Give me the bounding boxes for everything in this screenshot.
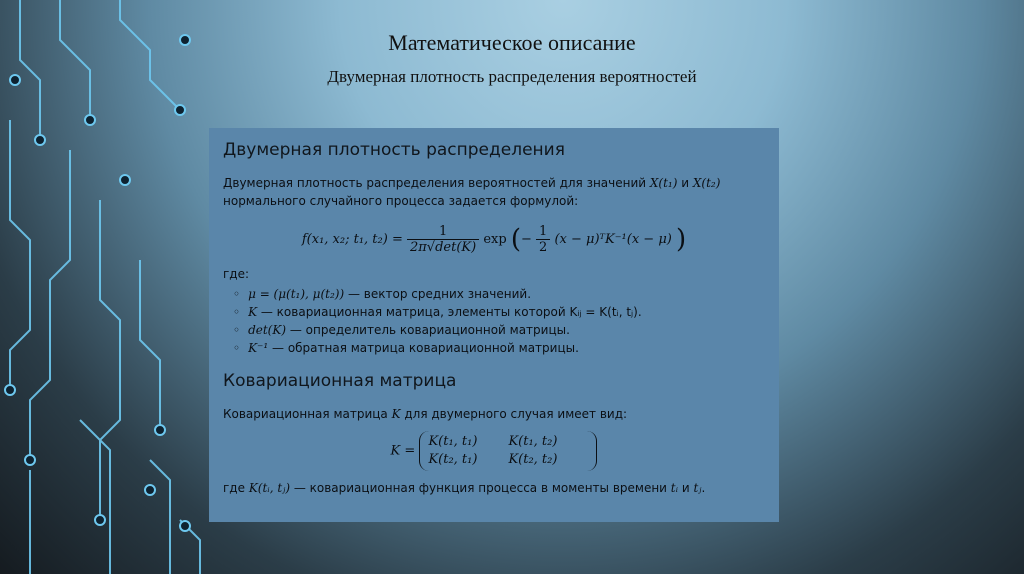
list-item: ◦ det(K) — определитель ковариационной матрицы.	[233, 321, 765, 339]
list-item: ◦ K — ковариационная матрица, элементы которой Kᵢⱼ = K(tᵢ, tⱼ).	[233, 303, 765, 321]
list-item: ◦ μ = (μ(t₁), μ(t₂)) — вектор средних значений.	[233, 285, 765, 303]
section-heading-covariance: Ковариационная матрица	[223, 371, 457, 391]
list-item: ◦ K⁻¹ — обратная матрица ковариационной матрицы.	[233, 339, 765, 357]
covariance-matrix: K = K(t₁, t₁) K(t₁, t₂) K(t₂, t₁) K(t₂, t₂)	[223, 431, 765, 471]
definitions-list	[223, 285, 765, 357]
density-formula: f(x₁, x₂; t₁, t₂) = $\frac{1}{2\pi√\det(K)}$ exp (− $\frac{1}{2}$ (x − μ)ᵀK⁻¹(x − μ) )	[301, 224, 687, 255]
covariance-footer: где K(tᵢ, tⱼ) — ковариационная функция процесса в моменты времени tᵢ и tⱼ.	[223, 481, 706, 495]
density-intro: Двумерная плотность распределения вероятностей для значений X(t₁) и X(t₂) нормального случайного процесса задается формулой:	[223, 176, 721, 208]
where-label: где:	[223, 267, 250, 281]
slide-title: Математическое описание	[388, 30, 636, 55]
covariance-intro: Ковариационная матрица K для двумерного случая имеет вид:	[223, 407, 628, 421]
slide-subtitle: Двумерная плотность распределения вероятностей	[327, 67, 697, 86]
content-panel	[209, 128, 779, 522]
section-heading-density: Двумерная плотность распределения	[223, 140, 565, 160]
